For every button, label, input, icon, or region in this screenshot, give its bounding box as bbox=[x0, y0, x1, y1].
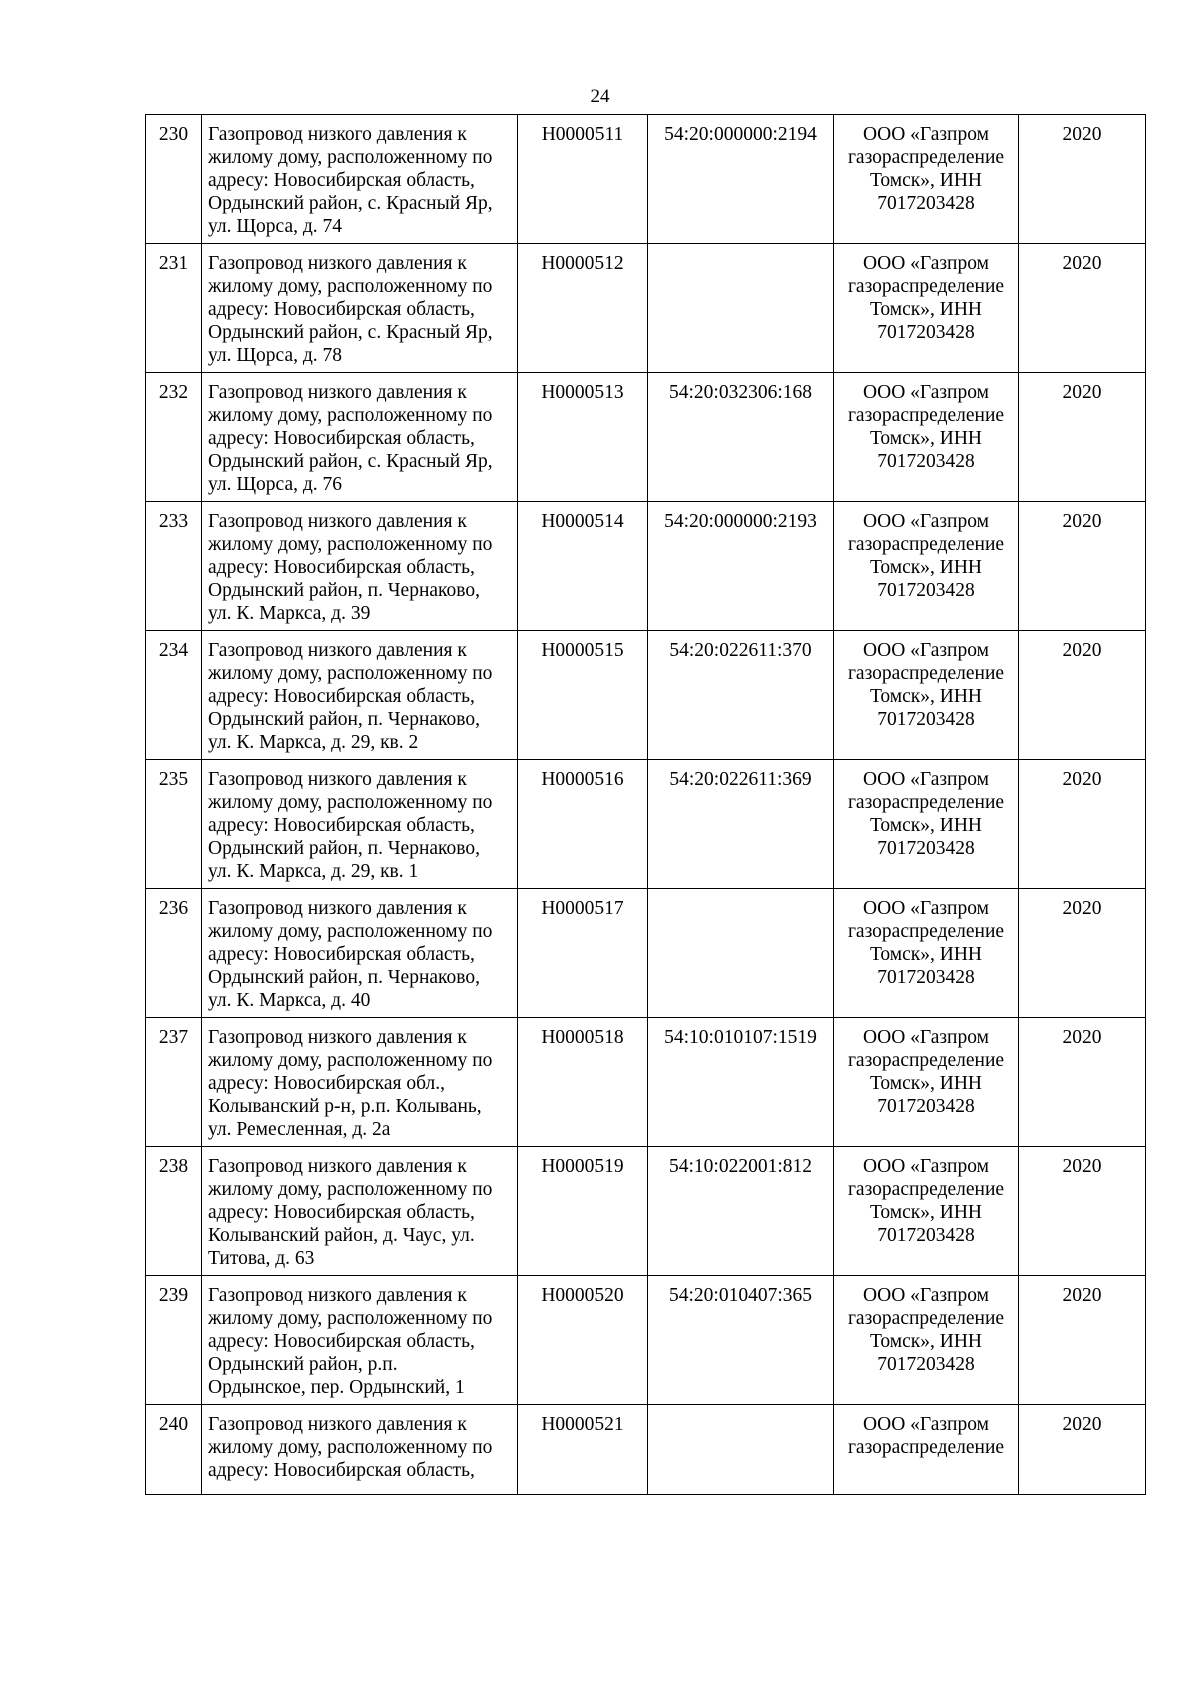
owner-line: газораспределение bbox=[847, 1179, 1005, 1200]
row-number: 232 bbox=[146, 373, 202, 502]
inventory-number: Н0000520 bbox=[518, 1276, 648, 1405]
owner-line: Томск», ИНН bbox=[869, 1073, 983, 1094]
owner-organization bbox=[834, 631, 1019, 760]
owner-line: газораспределение bbox=[847, 276, 1005, 297]
description-line: Газопровод низкого давления к bbox=[208, 898, 467, 919]
inventory-number: Н0000516 bbox=[518, 760, 648, 889]
description-line: адресу: Новосибирская область, bbox=[208, 686, 475, 707]
owner-organization bbox=[834, 244, 1019, 373]
description-line: жилому дому, расположенному по bbox=[208, 534, 493, 555]
row-number: 236 bbox=[146, 889, 202, 1018]
description-line: Газопровод низкого давления к bbox=[208, 253, 467, 274]
row-number: 235 bbox=[146, 760, 202, 889]
row-number: 233 bbox=[146, 502, 202, 631]
table-row bbox=[146, 1147, 1146, 1276]
owner-organization bbox=[834, 760, 1019, 889]
inventory-number: Н0000511 bbox=[518, 115, 648, 244]
cadastral-number: 54:20:000000:2193 bbox=[648, 502, 834, 631]
inventory-number: Н0000512 bbox=[518, 244, 648, 373]
object-description bbox=[202, 889, 518, 1018]
owner-line: газораспределение bbox=[847, 147, 1005, 168]
row-number: 240 bbox=[146, 1405, 202, 1495]
description-line: Ордынский район, с. Красный Яр, bbox=[208, 451, 493, 472]
table-row bbox=[146, 760, 1146, 889]
description-line: жилому дому, расположенному по bbox=[208, 1050, 493, 1071]
owner-line: 7017203428 bbox=[877, 1354, 975, 1375]
description-line: Титова, д. 63 bbox=[208, 1248, 315, 1269]
table-row bbox=[146, 889, 1146, 1018]
row-number: 237 bbox=[146, 1018, 202, 1147]
description-line: ул. К. Маркса, д. 40 bbox=[208, 990, 371, 1011]
year: 2020 bbox=[1019, 760, 1146, 889]
owner-organization bbox=[834, 889, 1019, 1018]
description-line: Ордынский район, с. Красный Яр, bbox=[208, 322, 493, 343]
cadastral-number: 54:20:000000:2194 bbox=[648, 115, 834, 244]
description-line: Газопровод низкого давления к bbox=[208, 1285, 467, 1306]
object-description bbox=[202, 1276, 518, 1405]
object-description bbox=[202, 502, 518, 631]
year: 2020 bbox=[1019, 1405, 1146, 1495]
owner-line: 7017203428 bbox=[877, 709, 975, 730]
description-line: адресу: Новосибирская область, bbox=[208, 557, 475, 578]
inventory-number: Н0000521 bbox=[518, 1405, 648, 1495]
description-line: адресу: Новосибирская область, bbox=[208, 815, 475, 836]
cadastral-number: 54:20:022611:369 bbox=[648, 760, 834, 889]
description-line: Ордынский район, п. Чернаково, bbox=[208, 709, 480, 730]
owner-organization bbox=[834, 1276, 1019, 1405]
owner-organization bbox=[834, 1147, 1019, 1276]
object-description bbox=[202, 373, 518, 502]
owner-line: ООО «Газпром bbox=[863, 382, 989, 403]
owner-organization bbox=[834, 1018, 1019, 1147]
description-line: жилому дому, расположенному по bbox=[208, 276, 493, 297]
owner-line: ООО «Газпром bbox=[863, 253, 989, 274]
inventory-number: Н0000515 bbox=[518, 631, 648, 760]
description-line: Ордынский район, р.п. bbox=[208, 1354, 398, 1375]
description-line: жилому дому, расположенному по bbox=[208, 1437, 493, 1458]
description-line: адресу: Новосибирская область, bbox=[208, 1202, 475, 1223]
table-row bbox=[146, 373, 1146, 502]
description-line: адресу: Новосибирская область, bbox=[208, 170, 475, 191]
description-line: жилому дому, расположенному по bbox=[208, 663, 493, 684]
owner-line: ООО «Газпром bbox=[863, 124, 989, 145]
description-line: Газопровод низкого давления к bbox=[208, 640, 467, 661]
owner-line: 7017203428 bbox=[877, 967, 975, 988]
description-line: адресу: Новосибирская область, bbox=[208, 1331, 475, 1352]
description-line: Газопровод низкого давления к bbox=[208, 511, 467, 532]
row-number: 230 bbox=[146, 115, 202, 244]
description-line: ул. Щорса, д. 76 bbox=[208, 474, 343, 495]
description-line: ул. К. Маркса, д. 29, кв. 2 bbox=[208, 732, 419, 753]
year: 2020 bbox=[1019, 1147, 1146, 1276]
object-description bbox=[202, 1018, 518, 1147]
year: 2020 bbox=[1019, 1018, 1146, 1147]
registry-table bbox=[145, 114, 1146, 1495]
cadastral-number: 54:20:032306:168 bbox=[648, 373, 834, 502]
description-line: ул. Щорса, д. 78 bbox=[208, 345, 343, 366]
table-row bbox=[146, 1276, 1146, 1405]
inventory-number: Н0000518 bbox=[518, 1018, 648, 1147]
description-line: Ордынский район, с. Красный Яр, bbox=[208, 193, 493, 214]
object-description bbox=[202, 1405, 518, 1495]
owner-line: ООО «Газпром bbox=[863, 1027, 989, 1048]
description-line: Ордынский район, п. Чернаково, bbox=[208, 838, 480, 859]
table-row bbox=[146, 1405, 1146, 1495]
owner-line: ООО «Газпром bbox=[863, 511, 989, 532]
row-number: 238 bbox=[146, 1147, 202, 1276]
description-line: Газопровод низкого давления к bbox=[208, 769, 467, 790]
owner-line: газораспределение bbox=[847, 1308, 1005, 1329]
description-line: жилому дому, расположенному по bbox=[208, 921, 493, 942]
owner-organization bbox=[834, 502, 1019, 631]
owner-line: газораспределение bbox=[847, 1050, 1005, 1071]
description-line: адресу: Новосибирская область, bbox=[208, 299, 475, 320]
description-line: Газопровод низкого давления к bbox=[208, 1414, 467, 1435]
owner-line: газораспределение bbox=[847, 534, 1005, 555]
owner-line: газораспределение bbox=[847, 792, 1005, 813]
owner-line: 7017203428 bbox=[877, 322, 975, 343]
owner-line: ООО «Газпром bbox=[863, 1156, 989, 1177]
object-description bbox=[202, 115, 518, 244]
table-row bbox=[146, 1018, 1146, 1147]
inventory-number: Н0000514 bbox=[518, 502, 648, 631]
year: 2020 bbox=[1019, 889, 1146, 1018]
description-line: Ордынский район, п. Чернаково, bbox=[208, 967, 480, 988]
registry-table-body bbox=[146, 115, 1146, 1495]
description-line: адресу: Новосибирская обл., bbox=[208, 1073, 445, 1094]
owner-line: 7017203428 bbox=[877, 451, 975, 472]
description-line: адресу: Новосибирская область, bbox=[208, 944, 475, 965]
cadastral-number: 54:10:010107:1519 bbox=[648, 1018, 834, 1147]
description-line: ул. К. Маркса, д. 39 bbox=[208, 603, 371, 624]
owner-line: ООО «Газпром bbox=[863, 769, 989, 790]
owner-organization bbox=[834, 1405, 1019, 1495]
description-line: жилому дому, расположенному по bbox=[208, 147, 493, 168]
owner-line: Томск», ИНН bbox=[869, 170, 983, 191]
owner-line: Томск», ИНН bbox=[869, 815, 983, 836]
owner-line: 7017203428 bbox=[877, 1225, 975, 1246]
object-description bbox=[202, 244, 518, 373]
description-line: Ордынское, пер. Ордынский, 1 bbox=[208, 1377, 465, 1398]
description-line: Газопровод низкого давления к bbox=[208, 124, 467, 145]
owner-line: Томск», ИНН bbox=[869, 1202, 983, 1223]
owner-line: Томск», ИНН bbox=[869, 557, 983, 578]
owner-line: Томск», ИНН bbox=[869, 686, 983, 707]
year: 2020 bbox=[1019, 115, 1146, 244]
table-row bbox=[146, 115, 1146, 244]
owner-line: ООО «Газпром bbox=[863, 898, 989, 919]
owner-line: Томск», ИНН bbox=[869, 299, 983, 320]
cadastral-number: 54:20:010407:365 bbox=[648, 1276, 834, 1405]
row-number: 234 bbox=[146, 631, 202, 760]
inventory-number: Н0000517 bbox=[518, 889, 648, 1018]
description-line: Колыванский район, д. Чаус, ул. bbox=[208, 1225, 475, 1246]
year: 2020 bbox=[1019, 1276, 1146, 1405]
owner-organization bbox=[834, 115, 1019, 244]
inventory-number: Н0000519 bbox=[518, 1147, 648, 1276]
description-line: жилому дому, расположенному по bbox=[208, 1308, 493, 1329]
owner-line: Томск», ИНН bbox=[869, 944, 983, 965]
owner-organization bbox=[834, 373, 1019, 502]
description-line: жилому дому, расположенному по bbox=[208, 1179, 493, 1200]
description-line: ул. Щорса, д. 74 bbox=[208, 216, 343, 237]
cadastral-number: 54:20:022611:370 bbox=[648, 631, 834, 760]
owner-line: газораспределение bbox=[847, 405, 1005, 426]
object-description bbox=[202, 1147, 518, 1276]
description-line: Ордынский район, п. Чернаково, bbox=[208, 580, 480, 601]
description-line: жилому дому, расположенному по bbox=[208, 405, 493, 426]
description-line: Газопровод низкого давления к bbox=[208, 1027, 467, 1048]
cadastral-number bbox=[648, 889, 834, 1018]
owner-line: газораспределение bbox=[847, 1437, 1005, 1458]
owner-line: 7017203428 bbox=[877, 193, 975, 214]
cadastral-number bbox=[648, 244, 834, 373]
row-number: 231 bbox=[146, 244, 202, 373]
object-description bbox=[202, 760, 518, 889]
description-line: адресу: Новосибирская область, bbox=[208, 1460, 475, 1481]
description-line: ул. Ремесленная, д. 2а bbox=[208, 1119, 391, 1140]
description-line: ул. К. Маркса, д. 29, кв. 1 bbox=[208, 861, 419, 882]
row-number: 239 bbox=[146, 1276, 202, 1405]
year: 2020 bbox=[1019, 244, 1146, 373]
owner-line: Томск», ИНН bbox=[869, 428, 983, 449]
object-description bbox=[202, 631, 518, 760]
table-row bbox=[146, 502, 1146, 631]
owner-line: газораспределение bbox=[847, 921, 1005, 942]
description-line: Газопровод низкого давления к bbox=[208, 382, 467, 403]
year: 2020 bbox=[1019, 631, 1146, 760]
page-number: 24 bbox=[590, 86, 610, 107]
owner-line: ООО «Газпром bbox=[863, 640, 989, 661]
owner-line: 7017203428 bbox=[877, 1096, 975, 1117]
description-line: Колыванский р-н, р.п. Колывань, bbox=[208, 1096, 482, 1117]
cadastral-number: 54:10:022001:812 bbox=[648, 1147, 834, 1276]
owner-line: 7017203428 bbox=[877, 838, 975, 859]
description-line: жилому дому, расположенному по bbox=[208, 792, 493, 813]
owner-line: ООО «Газпром bbox=[863, 1414, 989, 1435]
inventory-number: Н0000513 bbox=[518, 373, 648, 502]
cadastral-number bbox=[648, 1405, 834, 1495]
owner-line: газораспределение bbox=[847, 663, 1005, 684]
description-line: адресу: Новосибирская область, bbox=[208, 428, 475, 449]
owner-line: Томск», ИНН bbox=[869, 1331, 983, 1352]
year: 2020 bbox=[1019, 502, 1146, 631]
owner-line: 7017203428 bbox=[877, 580, 975, 601]
year: 2020 bbox=[1019, 373, 1146, 502]
table-row bbox=[146, 244, 1146, 373]
owner-line: ООО «Газпром bbox=[863, 1285, 989, 1306]
table-row bbox=[146, 631, 1146, 760]
description-line: Газопровод низкого давления к bbox=[208, 1156, 467, 1177]
